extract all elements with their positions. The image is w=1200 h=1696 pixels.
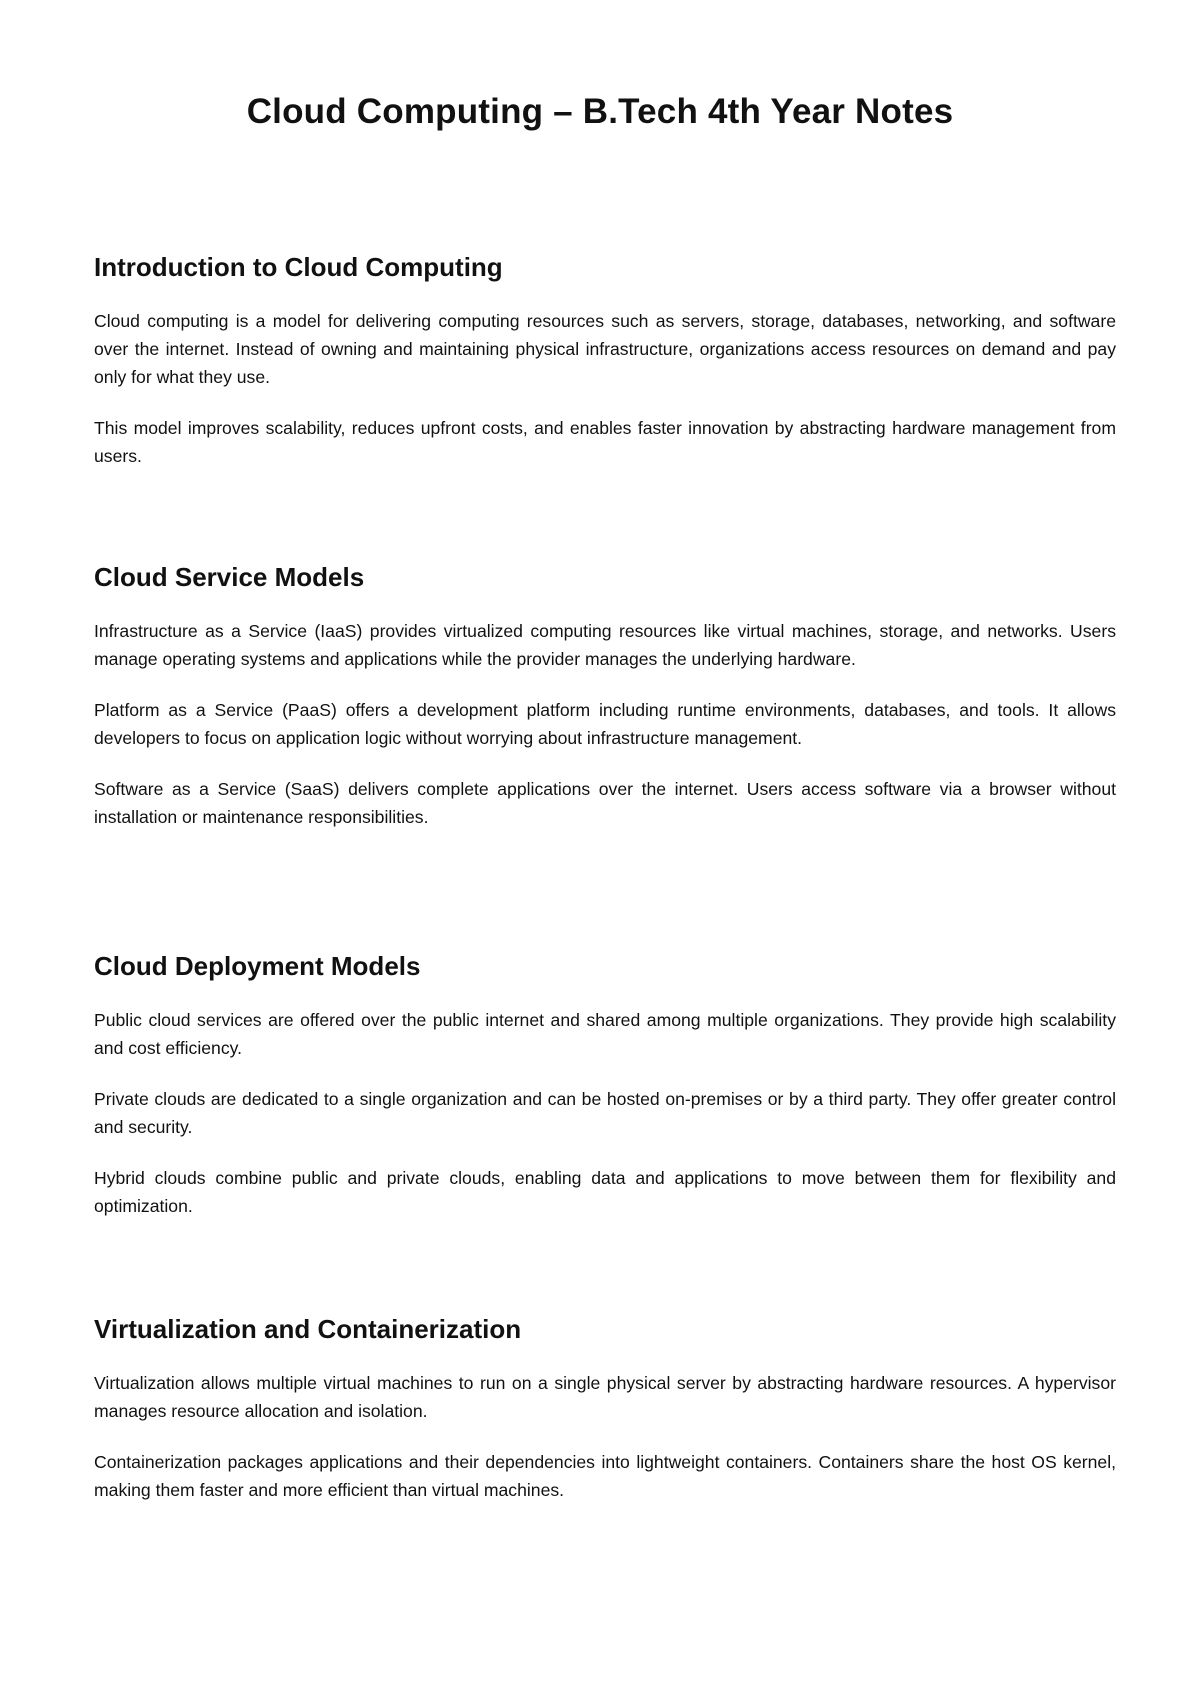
section-virtualization — [94, 1312, 1116, 1527]
paragraph: Hybrid clouds combine public and private clouds, enabling data and applications to move between them for flexibility and optimization. — [94, 1168, 1116, 1216]
paragraph: This model improves scalability, reduces upfront costs, and enables faster innovation by abstracting hardware management from users. — [94, 418, 1116, 466]
section-heading: Introduction to Cloud Computing — [94, 252, 503, 282]
section-heading: Virtualization and Containerization — [94, 1314, 522, 1344]
section-deployment-models — [94, 949, 1116, 1243]
paragraph: Containerization packages applications and their dependencies into lightweight containers. Containers share the host OS kernel, making them faster and more efficient than virtual machines. — [94, 1452, 1116, 1500]
paragraph: Infrastructure as a Service (IaaS) provides virtualized computing resources like virtual machines, storage, and networks. Users manage operating systems and applications while the provider manages the underlying hardware. — [94, 621, 1116, 669]
section-heading: Cloud Deployment Models — [94, 951, 421, 981]
paragraph: Software as a Service (SaaS) delivers complete applications over the internet. Users access software via a browser without installation or maintenance responsibilities. — [94, 779, 1116, 827]
paragraph: Cloud computing is a model for delivering computing resources such as servers, storage, databases, networking, and software over the internet. Instead of owning and maintaining physical infrastructure, organizations access resources on demand and pay only for what they use. — [94, 311, 1116, 387]
section-introduction — [94, 250, 1116, 493]
section-service-models — [94, 560, 1116, 854]
paragraph: Private clouds are dedicated to a single organization and can be hosted on-premises or by a third party. They offer greater control and security. — [94, 1089, 1116, 1137]
paragraph: Platform as a Service (PaaS) offers a development platform including runtime environments, databases, and tools. It allows developers to focus on application logic without worrying about infrastructure management. — [94, 700, 1116, 748]
page-title: Cloud Computing – B.Tech 4th Year Notes — [246, 92, 954, 131]
paragraph: Virtualization allows multiple virtual machines to run on a single physical server by abstracting hardware resources. A hypervisor manages resource allocation and isolation. — [94, 1373, 1116, 1421]
paragraph: Public cloud services are offered over the public internet and shared among multiple organizations. They provide high scalability and cost efficiency. — [94, 1010, 1116, 1058]
section-heading: Cloud Service Models — [94, 562, 365, 592]
